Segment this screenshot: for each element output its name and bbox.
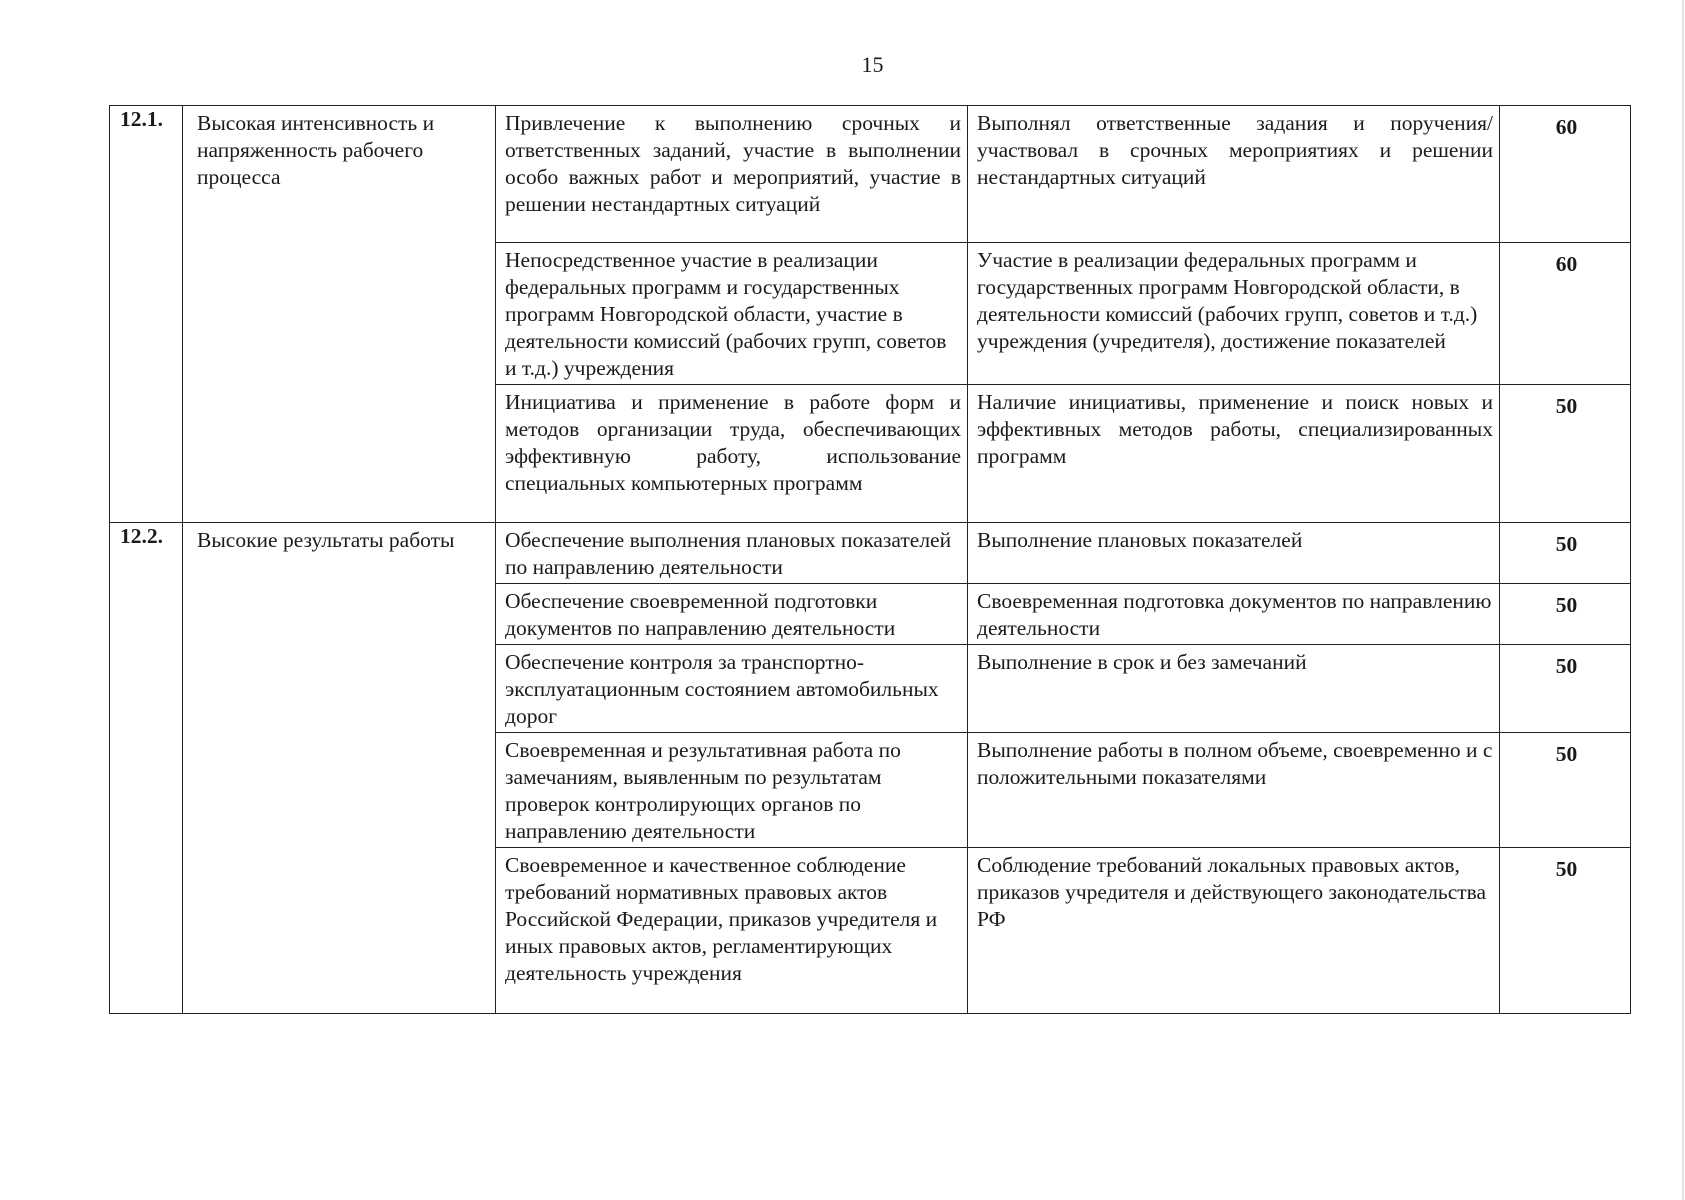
score-cell: 50 bbox=[1500, 385, 1631, 523]
score-cell: 60 bbox=[1500, 106, 1631, 243]
group-title: Высокая интенсивность и напряженность рабочего процесса bbox=[183, 106, 496, 523]
score-cell: 50 bbox=[1500, 733, 1631, 848]
criteria-table bbox=[109, 105, 1631, 1014]
indicator-cell: Выполнение плановых показателей bbox=[968, 523, 1500, 584]
table-row bbox=[110, 523, 1631, 584]
criterion-cell: Обеспечение контроля за транспортно-эксплуатационным состоянием автомобильных дорог bbox=[496, 645, 968, 733]
criterion-cell: Непосредственное участие в реализации федеральных программ и государственных программ Новгородской области, участие в деятельности комиссий (рабочих групп, советов и т.д.) учреждения bbox=[496, 243, 968, 385]
indicator-cell: Наличие инициативы, применение и поиск новых и эффективных методов работы, специализированных программ bbox=[968, 385, 1500, 523]
score-cell: 50 bbox=[1500, 848, 1631, 1014]
group-number: 12.2. bbox=[110, 523, 183, 1014]
criterion-cell: Привлечение к выполнению срочных и ответственных заданий, участие в выполнении особо важных работ и мероприятий, участие в решении нестандартных ситуаций bbox=[496, 106, 968, 243]
indicator-cell: Своевременная подготовка документов по направлению деятельности bbox=[968, 584, 1500, 645]
score-cell: 50 bbox=[1500, 523, 1631, 584]
indicator-cell: Соблюдение требований локальных правовых актов, приказов учредителя и действующего законодательства РФ bbox=[968, 848, 1500, 1014]
scan-edge-line bbox=[1682, 0, 1684, 1200]
group-title: Высокие результаты работы bbox=[183, 523, 496, 1014]
score-cell: 50 bbox=[1500, 645, 1631, 733]
score-cell: 60 bbox=[1500, 243, 1631, 385]
criterion-cell: Инициатива и применение в работе форм и методов организации труда, обеспечивающих эффективную работу, использование специальных компьютерных программ bbox=[496, 385, 968, 523]
criterion-cell: Обеспечение выполнения плановых показателей по направлению деятельности bbox=[496, 523, 968, 584]
page-number: 15 bbox=[861, 52, 884, 77]
indicator-cell: Выполнение работы в полном объеме, своевременно и с положительными показателями bbox=[968, 733, 1500, 848]
indicator-cell: Выполнял ответственные задания и поручения/участвовал в срочных мероприятиях и решении нестандартных ситуаций bbox=[968, 106, 1500, 243]
indicator-cell: Выполнение в срок и без замечаний bbox=[968, 645, 1500, 733]
criterion-cell: Своевременное и качественное соблюдение требований нормативных правовых актов Российской Федерации, приказов учредителя и иных правовых актов, регламентирующих деятельность учреждения bbox=[496, 848, 968, 1014]
criterion-cell: Обеспечение своевременной подготовки документов по направлению деятельности bbox=[496, 584, 968, 645]
table-row bbox=[110, 106, 1631, 243]
group-number: 12.1. bbox=[110, 106, 183, 523]
criterion-cell: Своевременная и результативная работа по замечаниям, выявленным по результатам проверок контролирующих органов по направлению деятельности bbox=[496, 733, 968, 848]
indicator-cell: Участие в реализации федеральных программ и государственных программ Новгородской области, в деятельности комиссий (рабочих групп, советов и т.д.) учреждения (учредителя), достижение показателей bbox=[968, 243, 1500, 385]
score-cell: 50 bbox=[1500, 584, 1631, 645]
